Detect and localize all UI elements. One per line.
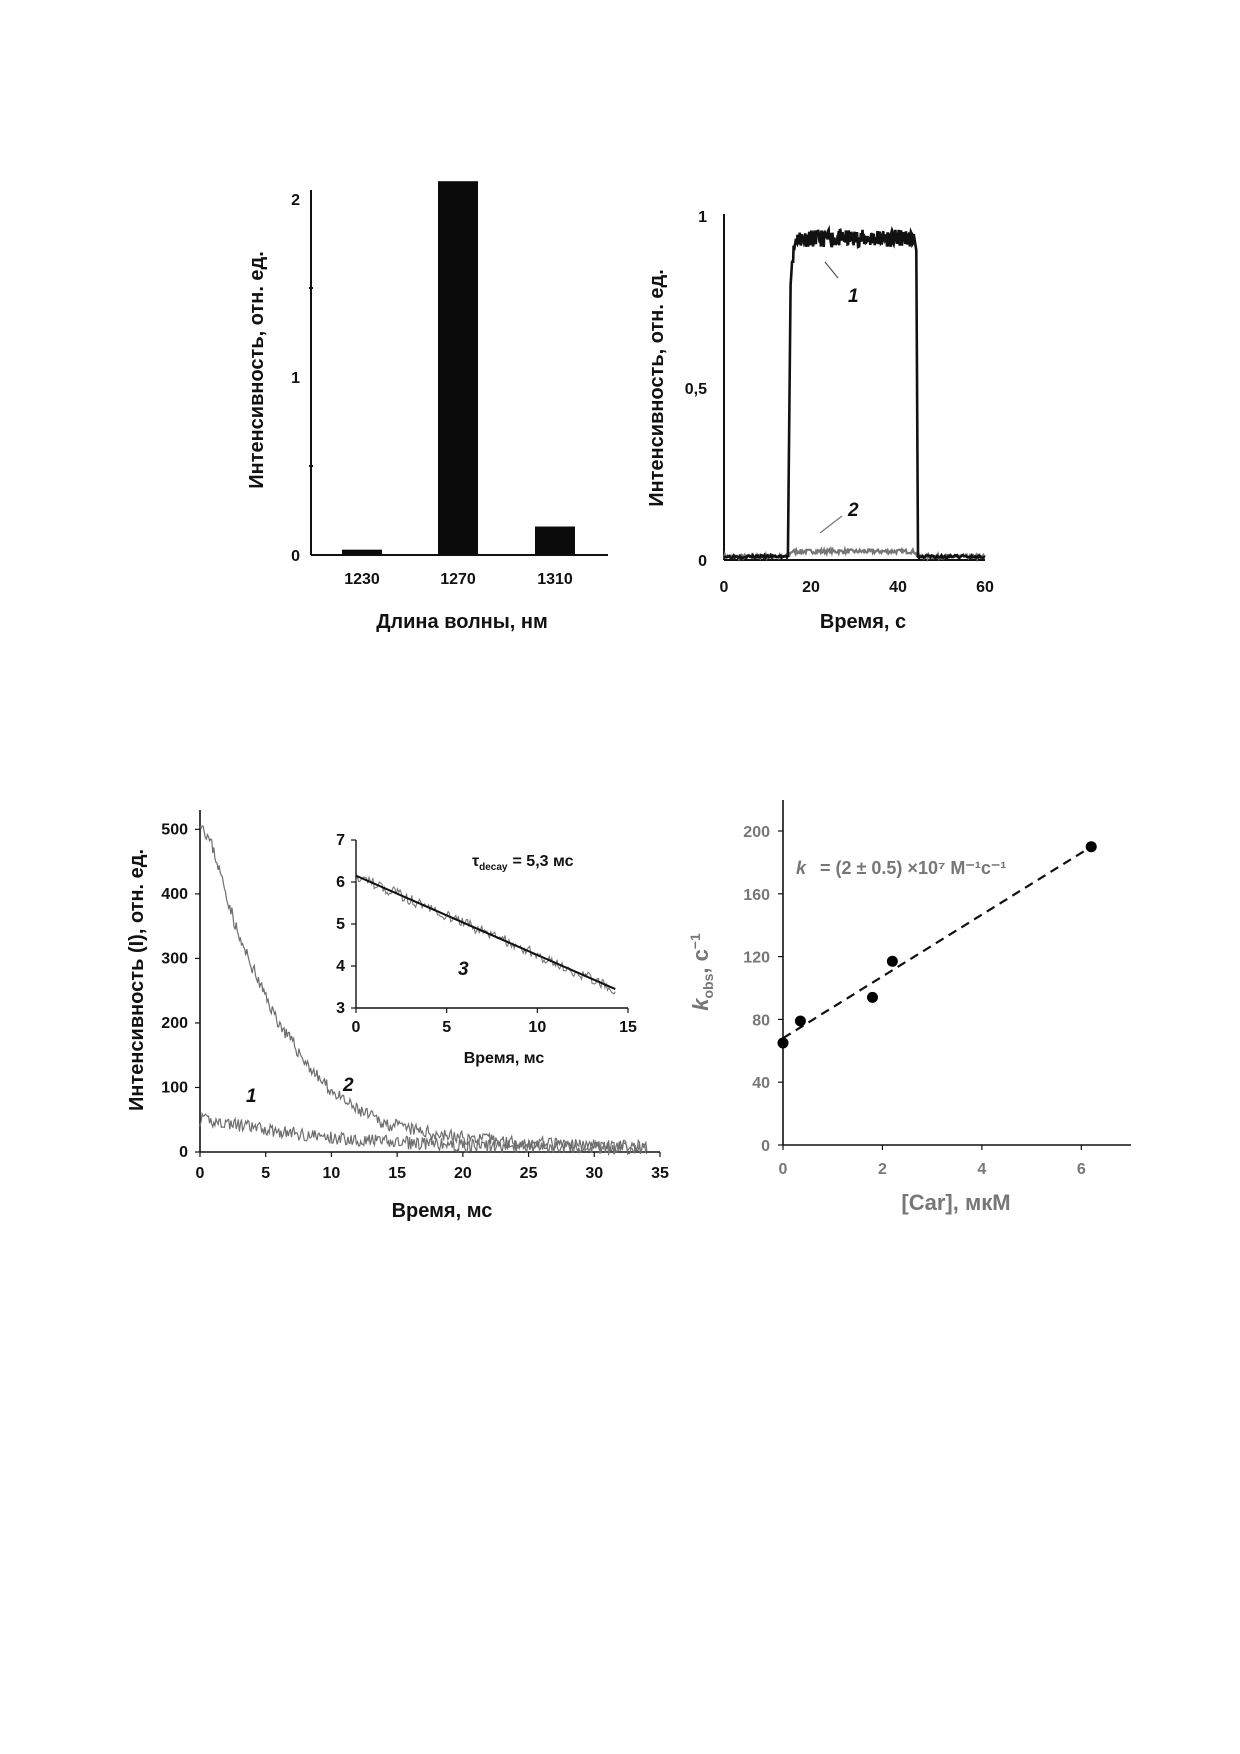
- bar-series: [342, 181, 575, 555]
- x-tick-label: 2: [877, 1161, 887, 1178]
- y-tick-label: 120: [743, 949, 770, 967]
- y-tick-label: 0: [761, 1138, 770, 1155]
- inset-data-line: [356, 876, 615, 994]
- curve-label-1: 1: [246, 1086, 257, 1107]
- y-tick-label: 40: [752, 1075, 770, 1093]
- time-trace-panel: [646, 209, 994, 633]
- tau-subscript: decay: [479, 862, 508, 873]
- y-tick-label: 1: [698, 209, 707, 226]
- inset-x-tick-label: 5: [442, 1019, 452, 1036]
- x-axis-label: Время, мс: [391, 1200, 493, 1222]
- x-tick-label: 30: [585, 1165, 604, 1182]
- y-tick-label: 1: [291, 370, 300, 387]
- y-tick-label: 2: [291, 192, 300, 209]
- x-tick-label: 40: [889, 579, 907, 596]
- inset-y-tick-label: 3: [336, 1000, 345, 1017]
- bar-chart-panel: [246, 181, 608, 633]
- x-tick-label: 6: [1076, 1161, 1086, 1178]
- x-tick-label: 60: [976, 579, 994, 596]
- bar-1270: [438, 181, 478, 555]
- tick-labels: [685, 209, 994, 596]
- x-tick-label: 5: [261, 1165, 271, 1182]
- y-tick-label: 200: [743, 824, 770, 841]
- rate-constant-panel: [687, 800, 1131, 1215]
- inset-curve-label-3: 3: [458, 959, 469, 980]
- data-point: [1086, 841, 1097, 852]
- y-label-k: k: [688, 998, 713, 1011]
- tau-value: = 5,3 мс: [512, 853, 574, 870]
- x-tick-label: 20: [802, 579, 820, 596]
- rate-equation: [796, 858, 1006, 878]
- inset-y-tick-label: 5: [336, 916, 345, 933]
- y-label-obs: obs: [700, 973, 716, 999]
- x-tick-label: 0: [778, 1161, 788, 1178]
- inset-x-axis-label: Время, мс: [463, 1050, 545, 1067]
- y-tick-marks: [291, 192, 313, 565]
- inset-x-tick-label: 10: [528, 1019, 547, 1036]
- inset-x-tick-label: 0: [351, 1019, 361, 1036]
- y-tick-label: 200: [161, 1014, 188, 1032]
- x-tick-label: 0: [719, 579, 729, 596]
- curve-label-2: 2: [343, 1075, 354, 1096]
- y-tick-label: 500: [161, 821, 188, 839]
- curve-label-1: 1: [848, 286, 859, 307]
- x-tick-label: 10: [322, 1165, 341, 1182]
- x-tick-label: 35: [651, 1165, 669, 1182]
- x-tick-label: 1230: [344, 571, 380, 588]
- y-tick-label: 0: [179, 1144, 188, 1161]
- x-axis-label: Время, с: [819, 611, 907, 633]
- tau-symbol: τ: [472, 853, 480, 870]
- equation-k: k: [796, 858, 807, 878]
- inset-y-tick-label: 4: [336, 958, 345, 975]
- x-tick-label: 25: [519, 1165, 538, 1182]
- inset-chart: [336, 832, 637, 1067]
- x-tick-labels: [344, 571, 573, 588]
- y-tick-label: 160: [743, 886, 770, 904]
- x-axis-label: Длина волны, нм: [376, 611, 548, 633]
- y-axis-label: Интенсивность, отн. ед.: [246, 251, 268, 489]
- y-tick-label: 0: [698, 553, 707, 570]
- y-axis-label: Интенсивность (I), отн. ед.: [126, 848, 148, 1112]
- y-tick-label: 400: [161, 885, 188, 903]
- data-point: [778, 1037, 789, 1048]
- x-tick-label: 1270: [440, 571, 476, 588]
- y-tick-label: 0: [291, 548, 300, 565]
- y-tick-label: 100: [161, 1079, 188, 1097]
- decay-curves: [200, 826, 647, 1154]
- data-point: [795, 1015, 806, 1026]
- decay-panel: [126, 810, 669, 1222]
- y-tick-label: 0,5: [684, 381, 707, 398]
- y-axis-label: [687, 933, 716, 1011]
- y-tick-label: 80: [752, 1012, 770, 1030]
- data-point: [867, 992, 878, 1003]
- y-label-exponent: −1: [687, 933, 703, 950]
- x-tick-label: 0: [195, 1165, 205, 1182]
- inset-curves: [356, 876, 615, 994]
- series-2-line: [200, 826, 647, 1153]
- label-2-leader: [820, 516, 842, 533]
- x-tick-label: 20: [453, 1165, 472, 1182]
- x-tick-label: 15: [388, 1165, 407, 1182]
- inset-x-tick-label: 15: [619, 1019, 637, 1036]
- data-point: [887, 956, 898, 967]
- y-label-units: , c: [688, 949, 713, 974]
- equation-value: = (2 ± 0.5) ×10⁷ M⁻¹c⁻¹: [820, 858, 1007, 878]
- tau-annotation: [472, 853, 574, 873]
- label-1-leader: [825, 262, 838, 278]
- inset-y-tick-label: 6: [336, 874, 345, 891]
- y-tick-label: 300: [161, 950, 188, 968]
- inset-fit-line: [356, 876, 615, 989]
- inset-y-tick-label: 7: [336, 832, 345, 849]
- x-tick-label: 1310: [537, 571, 573, 588]
- x-tick-label: 4: [977, 1161, 987, 1178]
- curve-label-2: 2: [848, 500, 859, 521]
- bar-1310: [535, 527, 575, 555]
- x-axis-label: [Car], мкМ: [901, 1190, 1011, 1215]
- y-axis-label: Интенсивность, отн. ед.: [646, 269, 668, 507]
